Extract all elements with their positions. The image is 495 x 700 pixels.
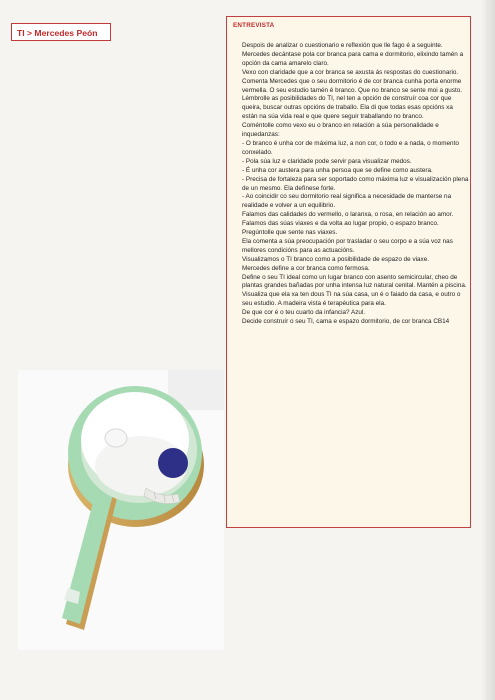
small-cylinder [105,429,127,447]
paragraph: Visualizamos o TI branco como a posibilidade de espazo de viaxe. [242,255,430,263]
paragraph: Falamos das súas viaxes e da volta ao lugar propio, o espazo branco. Pregúntolle que sente nas viaxes. [242,220,439,237]
room-model-illustration [18,370,224,650]
model-photo [18,370,224,650]
paragraph: Mercedes decántase pola cor branca para cama e dormitorio, elixindo tamén a opción da cama amarelo claro. [242,50,464,67]
paragraph: Visualiza que ela xa ten dous TI na súa casa, un é o faiado da casa, e outro o seu estudio. A madeira vista é terapéutica para ela. [242,291,461,308]
paragraph: Despois de analizar o cuestionario e reflexión que lle fago é a seguinte. [242,42,443,49]
paragraph: Mercedes define a cor branca como fermosa. [242,264,370,272]
interview-title: ENTREVISTA [233,22,275,29]
paragraph: Decide construír o seu TI, cama e espazo dormitorio, de cor branca CB14 [242,318,450,326]
interview-body [242,42,470,327]
paragraph: - Ao coincidir co seu dormitorio real significa a necesidade de manterse na realidade e volver a un equilibrio. [242,193,452,210]
paragraph: Ela comenta a súa preocupación por trasladar o seu corpo e a súa voz nas mellores condicións para as actuacións. [242,237,453,254]
paragraph: Falamos das calidades do vermello, o laranxa, o rosa, en relación ao amor. [242,211,454,219]
paragraph: Define o seu TI ideal como un lugar branco con asento semicircular, cheo de plantas grandes bañadas por unha intensa luz natural cenital. Mantén a piscina. [242,273,467,290]
paragraph: Vexo con claridade que a cor branca se axusta ás respostas do cuestionario. [242,68,459,76]
paragraph: Comenta Mercedes que o seu dormitorio é de cor branca cunha porta enorme vermella. O seu estudio tamén é branco. Que no branco se sente moi a gusto. Lémbrolle as posibilidades do TI, nel ten a opción de construír coa cor que queira, buscar outras opcións de traballo. Ela di que todas esas opcións xa están na súa vida real e que quere seguir traballando no branco. [242,77,463,121]
blue-pool [158,448,188,478]
interview-box [226,16,471,528]
paragraph: - O branco é unha cor de máxima luz, a non cor, o todo e a nada, o momento conxelado. [242,139,459,156]
paragraph: - Pola súa luz e claridade pode servir para visualizar medos. [242,157,412,165]
paragraph: - É unha cor austera para unha persoa que se define como austera. [242,166,433,174]
paragraph: Coméntolle como vexo eu o branco en relación a súa personalidade e inquedanzas: [242,122,439,139]
section-tag: TI > Mercedes Peón [11,23,111,41]
page-edge-shadow [481,0,495,700]
paragraph: De que cor é o teu cuarto da infancia? Azul. [242,309,366,317]
paragraph: - Precisa de fortaleza para ser soportado como máxima luz e visualización plena de un mesmo. Ela defínese forte. [242,175,469,192]
